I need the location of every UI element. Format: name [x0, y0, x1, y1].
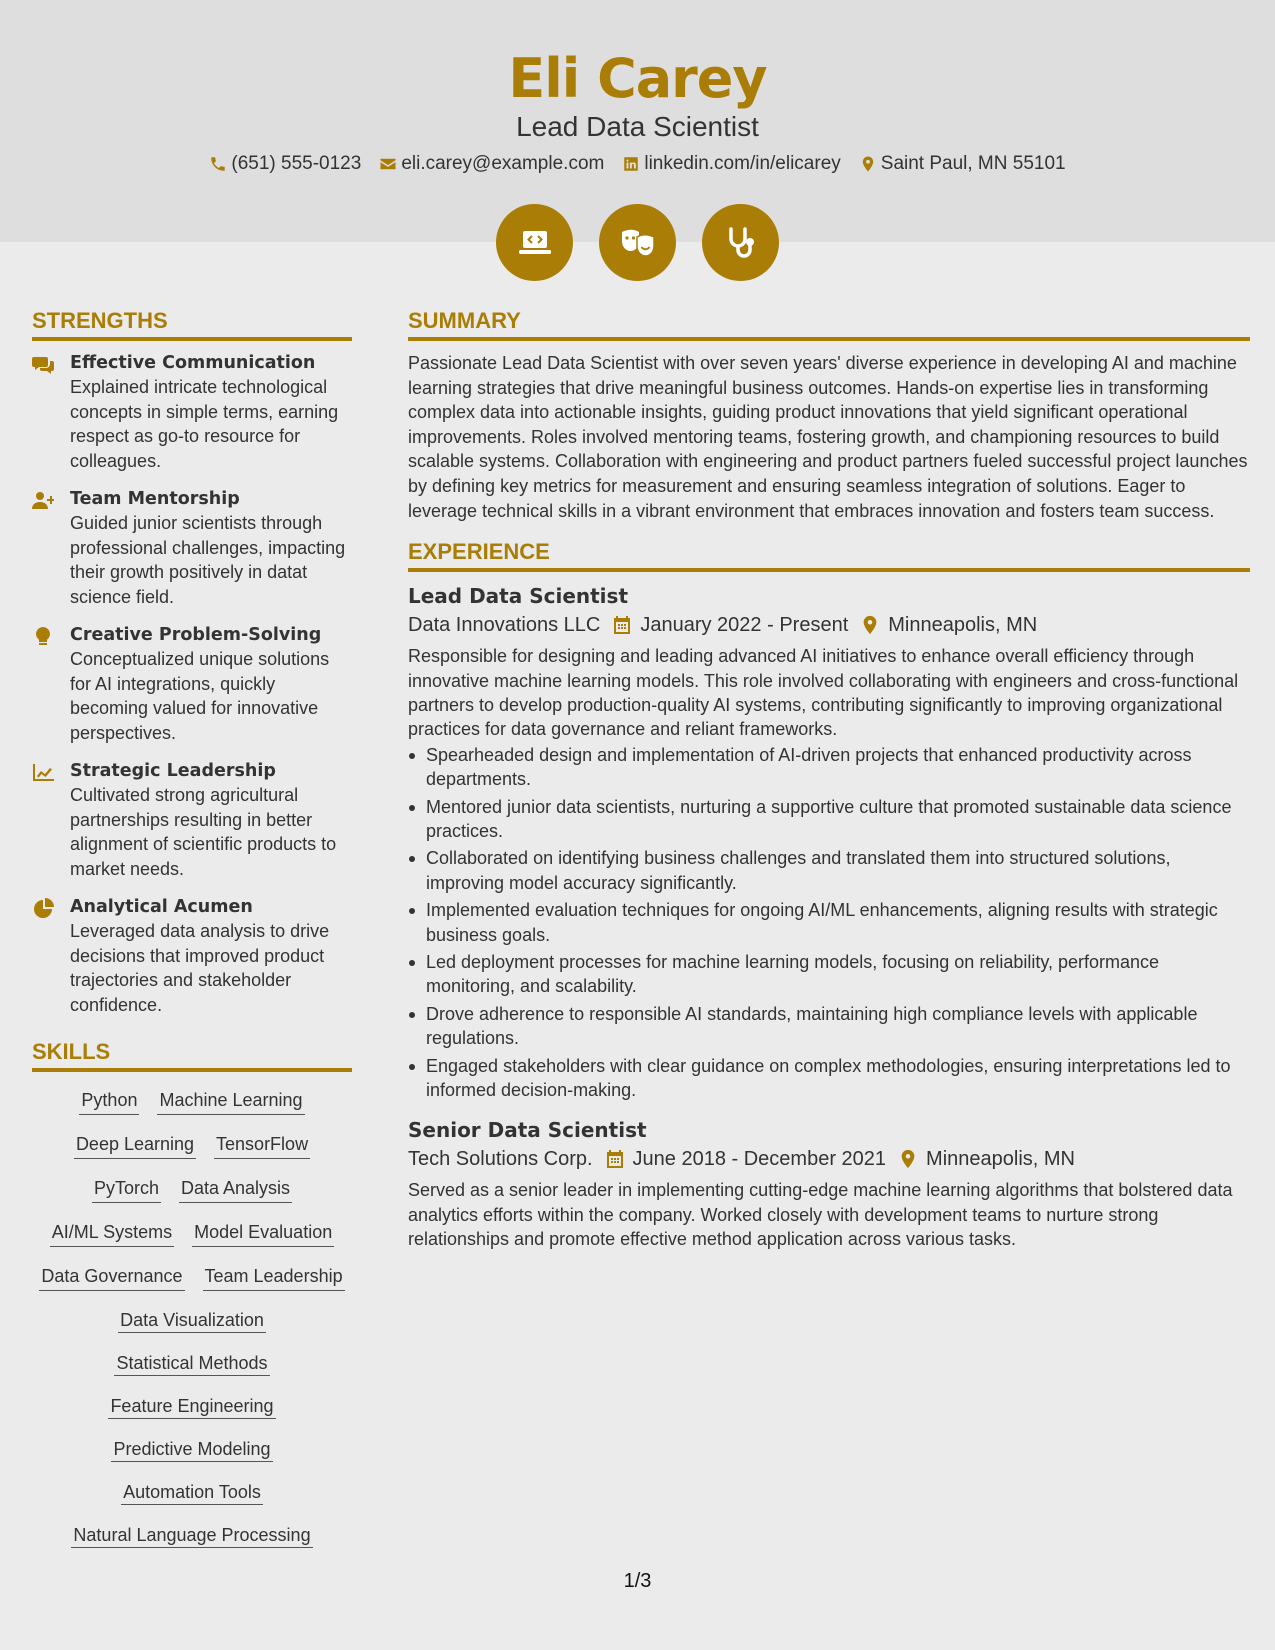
- skill-tag: Data Analysis: [179, 1176, 292, 1203]
- location-text: Saint Paul, MN 55101: [880, 153, 1066, 174]
- strength-title: Creative Problem-Solving: [70, 625, 322, 645]
- strengths-heading: STRENGTHS: [32, 306, 352, 341]
- chart-pie-icon: [32, 895, 70, 1017]
- experience-heading: EXPERIENCE: [408, 537, 1250, 572]
- email-text: eli.carey@example.com: [401, 153, 605, 174]
- candidate-title: Lead Data Scientist: [516, 111, 759, 142]
- stethoscope-icon: [702, 204, 779, 281]
- job-bullet: Led deployment processes for machine learning models, focusing on reliability, performance monitoring, and scalability.: [408, 950, 1250, 999]
- skills-heading: SKILLS: [32, 1037, 352, 1072]
- map-marker-icon: [861, 615, 879, 635]
- chart-line-icon: [32, 759, 70, 881]
- skill-tag: AI/ML Systems: [50, 1220, 174, 1247]
- left-column: [32, 306, 352, 1549]
- skill-tag: Python: [79, 1088, 139, 1115]
- skill-tag: Machine Learning: [157, 1088, 304, 1115]
- calendar-icon: [606, 1149, 624, 1169]
- linkedin-text: linkedin.com/in/elicarey: [644, 153, 841, 174]
- skill-tag: Model Evaluation: [192, 1220, 334, 1247]
- job-company: Data Innovations LLC: [408, 614, 601, 637]
- strength-text: Explained intricate technological concepts in simple terms, earning respect as go-to resource for colleagues.: [70, 377, 339, 471]
- summary-text: Passionate Lead Data Scientist with over seven years' diverse experience in developing AI and machine learning strategies that drive meaningful business outcomes. Hands-on expertise lies in transforming complex data into actionable insights, guiding product innovations that yield significant operational improvements. Roles involved mentoring teams, fostering growth, and championing resources to build scalable systems. Collaboration with engineering and product partners fueled successful project launches by defining key metrics for measurement and ensuring seamless integration of solutions. Eager to leverage technical skills in a vibrant environment that embraces innovation and fosters team success.: [408, 353, 1248, 521]
- interest-badges: [0, 204, 1275, 281]
- calendar-icon: [613, 615, 631, 635]
- job-bullet: Implemented evaluation techniques for ongoing AI/ML enhancements, aligning results with strategic business goals.: [408, 898, 1250, 947]
- job-title: Lead Data Scientist: [408, 584, 628, 609]
- skill-tag: Data Visualization: [32, 1308, 352, 1334]
- candidate-name: Eli Carey: [508, 47, 767, 110]
- experience-entry: [408, 1116, 1250, 1251]
- strength-title: Effective Communication: [70, 353, 316, 373]
- envelope-icon: [379, 155, 397, 173]
- skill-tag: Team Leadership: [203, 1264, 345, 1291]
- skill-tag: Feature Engineering: [32, 1394, 352, 1420]
- job-bullet: Spearheaded design and implementation of AI-driven projects that enhanced productivity across departments.: [408, 743, 1250, 792]
- skill-tag: Natural Language Processing: [32, 1523, 352, 1549]
- strength-text: Cultivated strong agricultural partnerships resulting in better alignment of scientific products to market needs.: [70, 785, 337, 879]
- skill-tag: Statistical Methods: [32, 1351, 352, 1377]
- experience-list: [408, 582, 1250, 1252]
- job-description: Served as a senior leader in implementing cutting-edge machine learning algorithms that bolstered data analytics efforts within the company. Worked closely with development teams to nurture strong relationships and promote effective method application across various tasks.: [408, 1180, 1233, 1250]
- phone-text: (651) 555-0123: [231, 153, 362, 174]
- job-bullet: Collaborated on identifying business challenges and translated them into structured solutions, improving model accuracy significantly.: [408, 846, 1250, 895]
- job-bullets: [408, 743, 1250, 1103]
- strength-title: Strategic Leadership: [70, 761, 276, 781]
- job-title: Senior Data Scientist: [408, 1118, 647, 1143]
- job-bullet: Drove adherence to responsible AI standards, maintaining high compliance levels with applicable regulations.: [408, 1002, 1250, 1051]
- strength-title: Analytical Acumen: [70, 897, 253, 917]
- skills-list: [32, 1082, 352, 1549]
- job-meta: [408, 1144, 1250, 1174]
- map-marker-icon: [899, 1149, 917, 1169]
- strength-text: Conceptualized unique solutions for AI integrations, quickly becoming valued for innovative perspectives.: [70, 649, 330, 743]
- contact-bar: [0, 152, 1275, 176]
- page-indicator: 1/3: [623, 1570, 652, 1592]
- job-bullet: Engaged stakeholders with clear guidance on complex methodologies, ensuring interpretations led to informed decision-making.: [408, 1054, 1250, 1103]
- contact-email[interactable]: [379, 152, 604, 176]
- skill-tag: Data Governance: [39, 1264, 184, 1291]
- skill-tag: PyTorch: [92, 1176, 161, 1203]
- comments-icon: [32, 351, 70, 473]
- job-description: Responsible for designing and leading advanced AI initiatives to enhance overall efficiency through innovative machine learning models. This role involved collaborating with engineers and cross-functional partners to develop production-quality AI systems, contributing significantly to improving organizational practices for data governance and reliant frameworks.: [408, 646, 1239, 740]
- job-meta: [408, 610, 1250, 640]
- job-dates: June 2018 - December 2021: [632, 1148, 887, 1171]
- strength-text: Leveraged data analysis to drive decisions that improved product trajectories and stakeholder confidence.: [70, 921, 330, 1015]
- skill-tag: Deep Learning: [74, 1132, 196, 1159]
- strength-item: [32, 895, 352, 1017]
- map-marker-icon: [859, 155, 877, 173]
- strength-item: [32, 351, 352, 473]
- laptop-code-icon: [496, 204, 573, 281]
- phone-icon: [209, 155, 227, 173]
- job-bullet: Mentored junior data scientists, nurturing a supportive culture that promoted sustainable data science practices.: [408, 795, 1250, 844]
- theater-masks-icon: [599, 204, 676, 281]
- skill-tag: Predictive Modeling: [32, 1437, 352, 1463]
- strength-item: [32, 487, 352, 609]
- contact-location: [859, 152, 1066, 176]
- right-column: [408, 306, 1250, 1266]
- strength-text: Guided junior scientists through professional challenges, impacting their growth positively in datat science field.: [70, 513, 346, 607]
- strength-title: Team Mentorship: [70, 489, 240, 509]
- skill-tag: TensorFlow: [214, 1132, 310, 1159]
- contact-linkedin[interactable]: [622, 152, 840, 176]
- experience-entry: [408, 582, 1250, 1102]
- linkedin-icon: [622, 155, 640, 173]
- job-location: Minneapolis, MN: [926, 1148, 1075, 1171]
- job-location: Minneapolis, MN: [888, 614, 1038, 637]
- lightbulb-icon: [32, 623, 70, 745]
- job-company: Tech Solutions Corp.: [408, 1148, 593, 1171]
- skill-tag: Automation Tools: [32, 1480, 352, 1506]
- summary-heading: SUMMARY: [408, 306, 1250, 341]
- user-plus-icon: [32, 487, 70, 609]
- strength-item: [32, 623, 352, 745]
- job-dates: January 2022 - Present: [640, 614, 849, 637]
- strengths-list: [32, 351, 352, 1017]
- contact-phone[interactable]: [209, 152, 361, 176]
- strength-item: [32, 759, 352, 881]
